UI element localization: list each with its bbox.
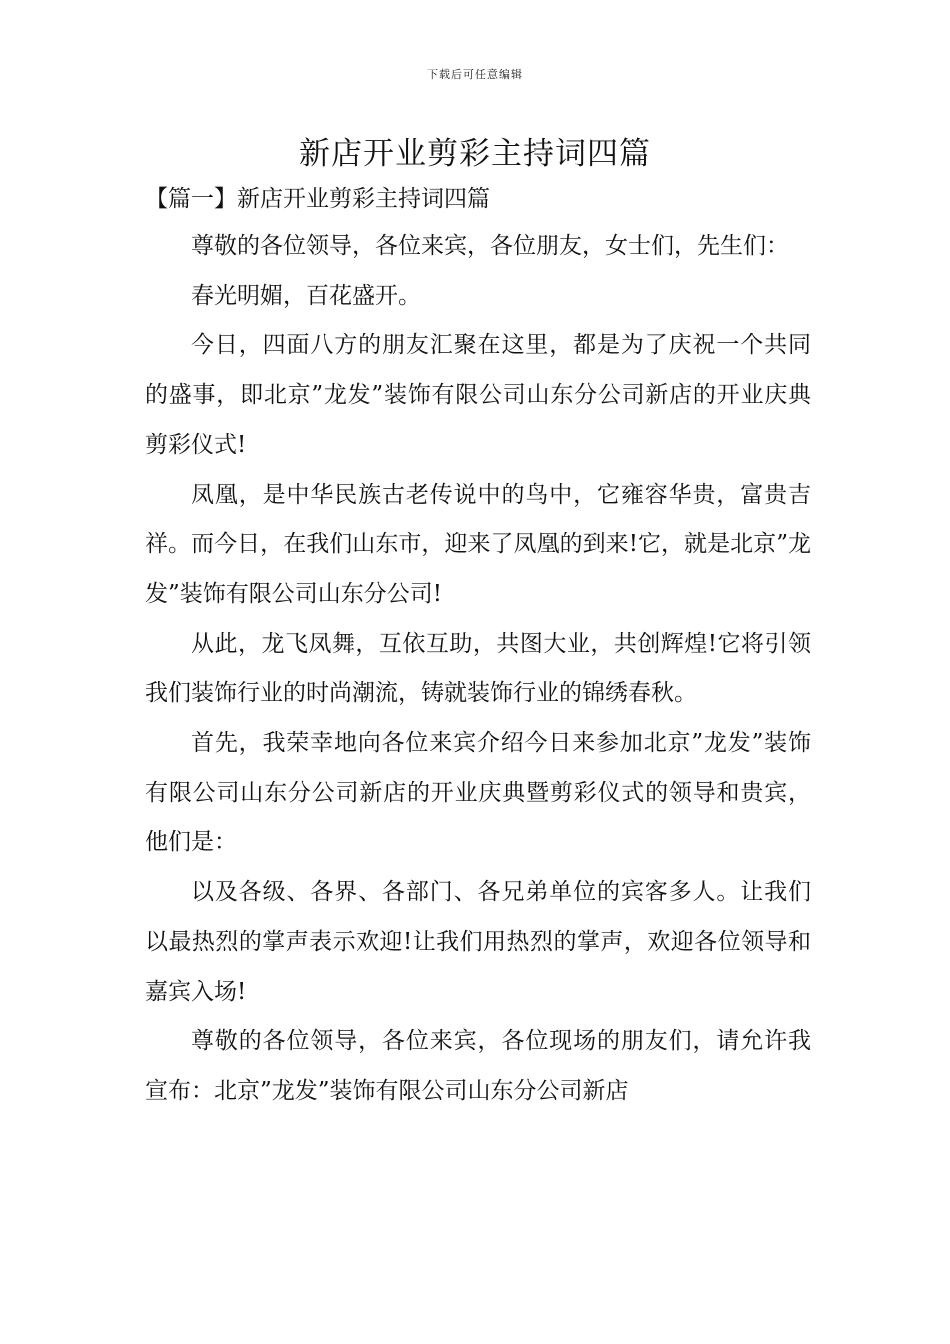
paragraph: 尊敬的各位领导，各位来宾，各位现场的朋友们，请允许我宣布：北京”龙发”装饰有限公司山东分公司新店 bbox=[145, 1028, 811, 1104]
section-heading: 【篇一】新店开业剪彩主持词四篇 bbox=[145, 186, 490, 212]
paragraph: 尊敬的各位领导，各位来宾，各位朋友，女士们，先生们： bbox=[191, 233, 789, 259]
document-title: 新店开业剪彩主持词四篇 bbox=[299, 136, 651, 172]
header-note: 下载后可任意编辑 bbox=[427, 68, 523, 81]
paragraph: 春光明媚，百花盛开。 bbox=[191, 282, 421, 309]
paragraph: 凤凰，是中华民族古老传说中的鸟中，它雍容华贵，富贵吉祥。而今日，在我们山东市，迎来了凤凰的到来!它，就是北京”龙发”装饰有限公司山东分公司! bbox=[145, 481, 811, 607]
paragraph: 首先，我荣幸地向各位来宾介绍今日来参加北京”龙发”装饰有限公司山东分公司新店的开业庆典暨剪彩仪式的领导和贵宾，他们是： bbox=[145, 730, 811, 856]
paragraph: 以及各级、各界、各部门、各兄弟单位的宾客多人。让我们以最热烈的掌声表示欢迎!让我们用热烈的掌声，欢迎各位领导和嘉宾入场! bbox=[145, 879, 811, 1005]
document-body bbox=[145, 222, 811, 1117]
paragraph: 今日，四面八方的朋友汇聚在这里，都是为了庆祝一个共同的盛事，即北京”龙发”装饰有限公司山东分公司新店的开业庆典剪彩仪式! bbox=[145, 332, 811, 458]
paragraph: 从此，龙飞凤舞，互依互助，共图大业，共创辉煌!它将引领我们装饰行业的时尚潮流，铸就装饰行业的锦绣春秋。 bbox=[145, 630, 811, 707]
